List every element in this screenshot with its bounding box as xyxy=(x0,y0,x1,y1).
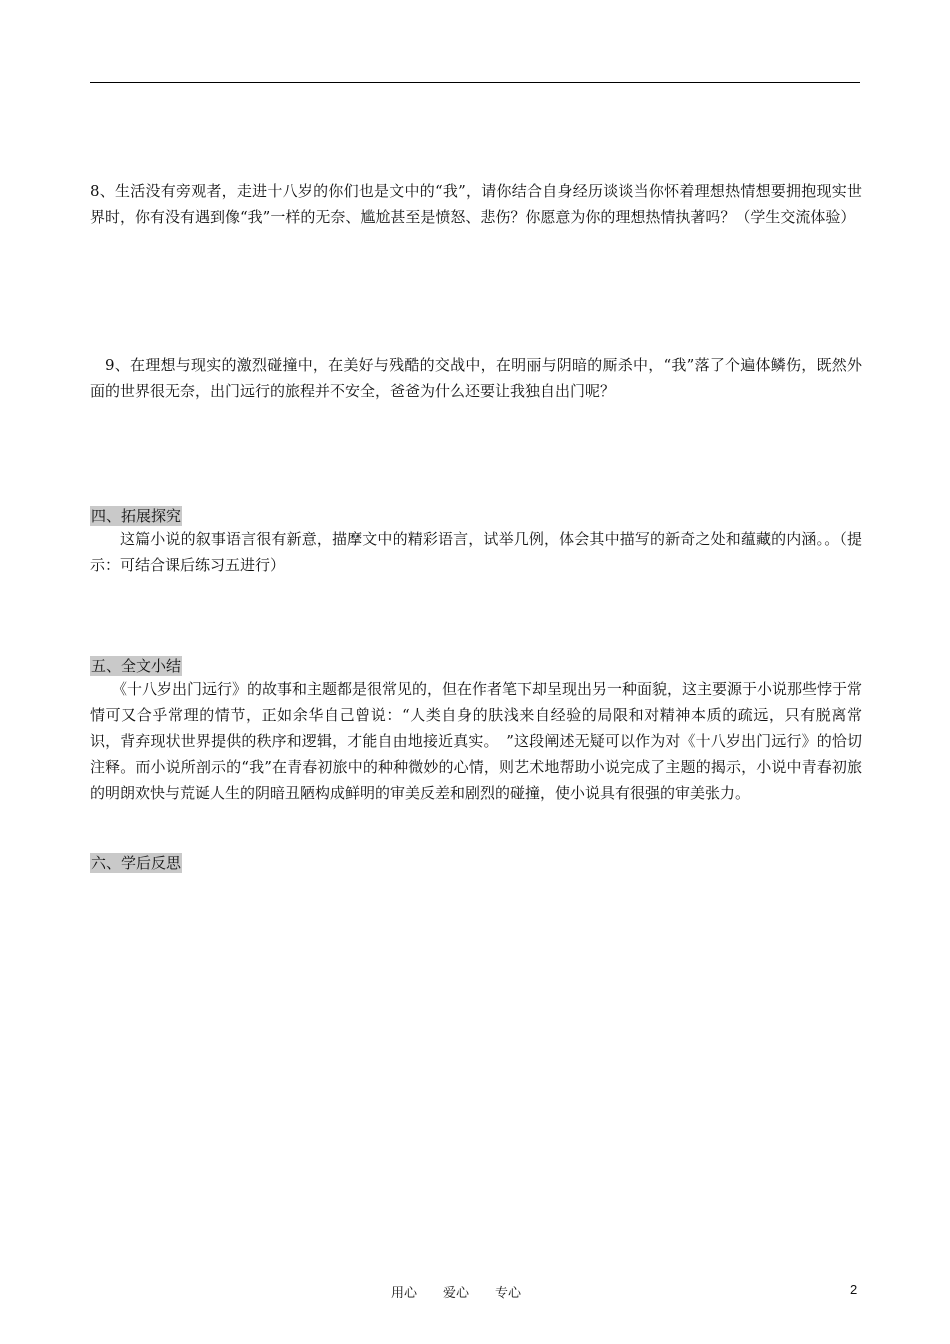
question-8: 8、生活没有旁观者，走进十八岁的你们也是文中的“我”，请你结合自身经历谈谈当你怀着理想热情想要拥抱现实世界时，你有没有遇到像“我”一样的无奈、尴尬甚至是愤怒、悲伤？你愿意为你的理想热情执著吗？（学生交流体验） xyxy=(90,182,862,226)
section-5-body: 《十八岁出门远行》的故事和主题都是很常见的，但在作者笔下却呈现出另一种面貌，这主要源于小说那些悖于常情可又合乎常理的情节，正如余华自己曾说：“人类自身的肤浅来自经验的局限和对精神本质的疏远，只有脱离常识，背弃现状世界提供的秩序和逻辑，才能自由地接近真实。 ”这段阐述无疑可以作为对《十八岁出门远行》的恰切注释。而小说所剖示的“我”在青春初旅中的种种微妙的心情，则艺术地帮助小说完成了主题的揭示，小说中青春初旅的明朗欢快与荒诞人生的阴暗丑陋构成鲜明的审美反差和剧烈的碰撞，使小说具有很强的审美张力。 xyxy=(90,680,863,802)
section-4-body: 这篇小说的叙事语言很有新意，描摩文中的精彩语言，试举几例，体会其中描写的新奇之处和蕴藏的内涵。。（提示：可结合课后练习五进行） xyxy=(90,530,862,574)
header-rule xyxy=(90,82,860,83)
footer-motto: 用心 爱心 专心 xyxy=(391,1286,522,1301)
section-6-heading: 六、学后反思 xyxy=(91,854,182,872)
section-4-heading: 四、拓展探究 xyxy=(91,507,182,525)
section-5-heading: 五、全文小结 xyxy=(91,657,182,675)
question-9: 9、在理想与现实的激烈碰撞中，在美好与残酷的交战中，在明丽与阴暗的厮杀中，“我”落了个遍体鳞伤，既然外面的世界很无奈，出门远行的旅程并不安全，爸爸为什么还要让我独自出门呢？ xyxy=(90,356,862,400)
page-number: 2 xyxy=(850,1282,858,1297)
